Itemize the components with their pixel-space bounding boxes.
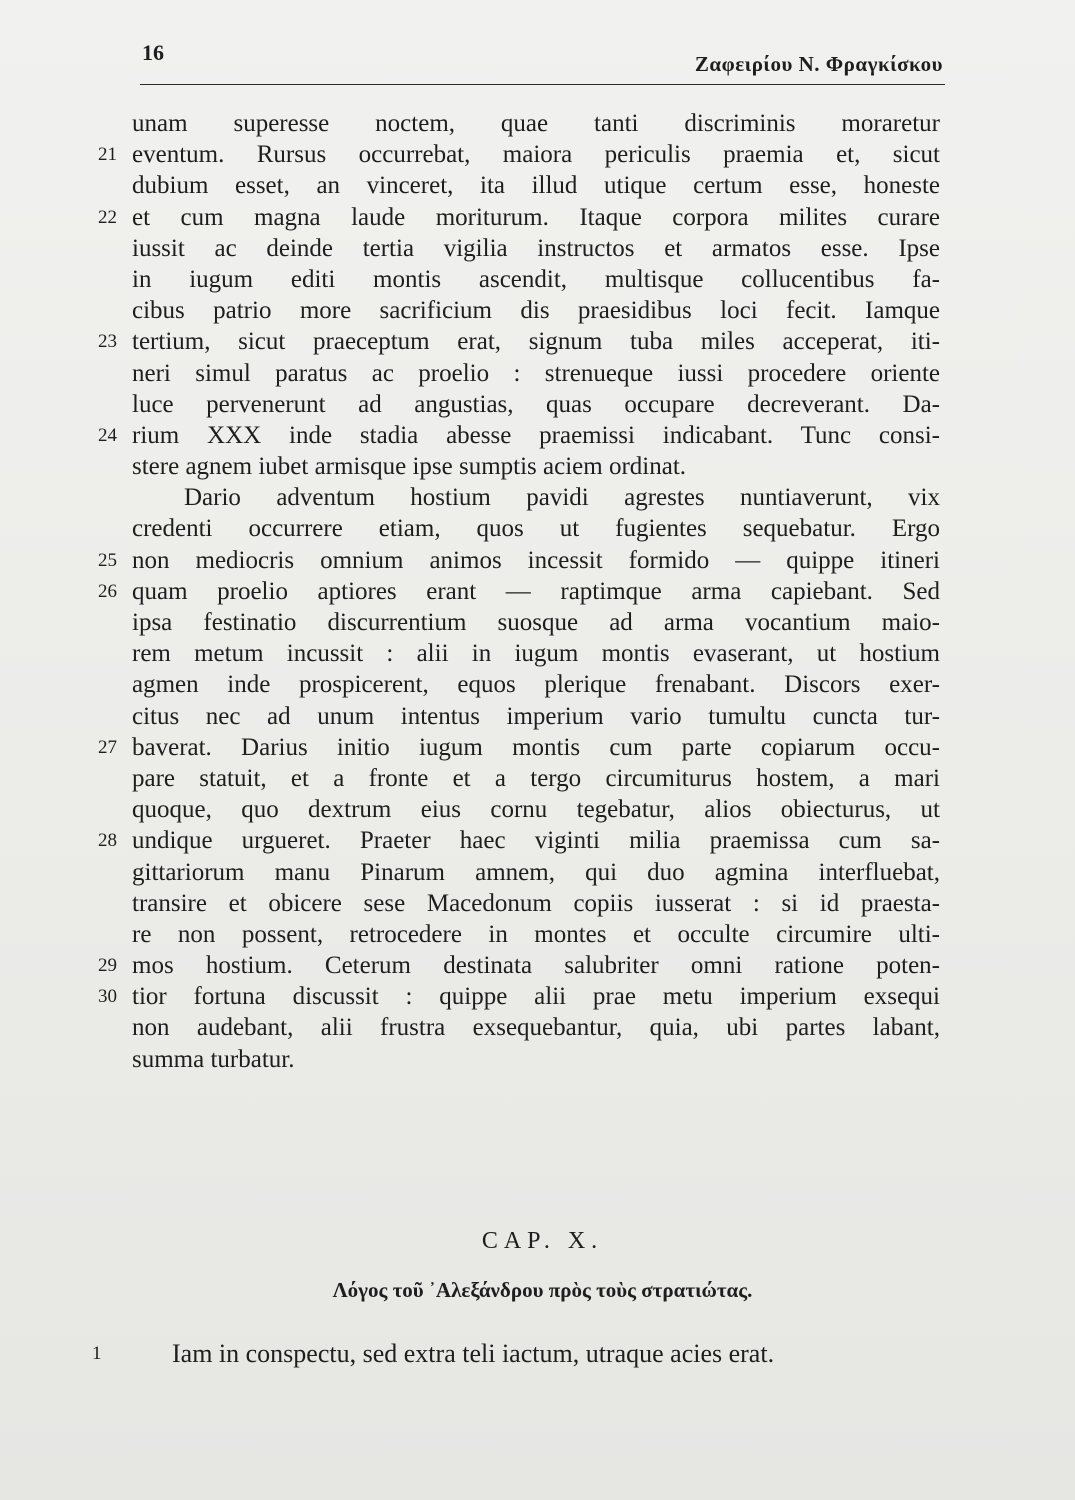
line-text: transire et obicere sese Macedonum copiis iusserat : si id praesta-: [132, 889, 940, 917]
line-text: baverat. Darius initio iugum montis cum parte copiarum occu-: [132, 733, 940, 761]
text-line: [98, 825, 940, 856]
text-line: [98, 326, 940, 357]
chapter-first-line-block: [92, 1338, 940, 1369]
line-number: 25: [98, 549, 117, 571]
line-text: neri simul paratus ac proelio : strenueque iussi procedere oriente: [132, 359, 940, 387]
paragraph-container: [98, 108, 940, 1075]
line-number: 28: [98, 830, 117, 852]
text-line: [120, 669, 940, 700]
text-line: [98, 545, 940, 576]
text-line: [98, 202, 940, 233]
line-text: non audebant, alii frustra exsequebantur, quia, ubi partes labant,: [132, 1014, 940, 1042]
page-number: 16: [142, 40, 164, 65]
line-text: citus nec ad unum intentus imperium vario tumultu cuncta tur-: [132, 702, 940, 730]
main-text: [98, 108, 940, 1075]
line-text: in iugum editi montis ascendit, multisque collucentibus fa-: [132, 265, 940, 293]
text-line: [120, 888, 940, 919]
line-text: Iam in conspectu, sed extra teli iactum, utraque acies erat.: [172, 1339, 775, 1368]
line-text: mos hostium. Ceterum destinata salubriter omni ratione poten-: [132, 952, 940, 980]
text-line: [98, 950, 940, 981]
line-number: 27: [98, 736, 117, 758]
line-text: et cum magna laude moriturum. Itaque corpora milites curare: [132, 203, 940, 231]
line-number: 21: [98, 144, 117, 166]
text-line: [120, 233, 940, 264]
text-line: [120, 919, 940, 950]
text-line: [120, 857, 940, 888]
line-text: rem metum incussit : alii in iugum montis evaserant, ut hostium: [132, 640, 940, 668]
line-text: quam proelio aptiores erant — raptimque arma capiebant. Sed: [132, 577, 940, 605]
line-text: Dario adventum hostium pavidi agrestes nuntiaverunt, vix: [184, 484, 940, 512]
text-line: [120, 701, 940, 732]
line-text: eventum. Rursus occurrebat, maiora periculis praemia et, sicut: [132, 141, 940, 169]
text-line: [120, 451, 940, 482]
text-line: [98, 420, 940, 451]
text-line: [98, 732, 940, 763]
text-line: [120, 513, 940, 544]
line-text: unam superesse noctem, quae tanti discriminis moraretur: [132, 110, 940, 137]
line-text: tior fortuna discussit : quippe alii prae metu imperium exsequi: [132, 983, 940, 1011]
line-text: ipsa festinatio discurrentium suosque ad arma vocantium maio-: [132, 609, 940, 636]
running-head: Ζαφειρίου Ν. Φραγκίσκου: [694, 52, 943, 76]
line-text: dubium esset, an vinceret, ita illud utique certum esse, honeste: [132, 172, 940, 200]
line-text: stere agnem iubet armisque ipse sumptis aciem ordinat.: [132, 453, 687, 481]
text-line: [120, 763, 940, 794]
text-line: [92, 1338, 940, 1369]
line-number: 24: [98, 424, 117, 446]
chapter-title: CAP. X.: [481, 1228, 604, 1254]
line-text: quoque, quo dextrum eius cornu tegebatur, alios obiecturus, ut: [132, 796, 940, 824]
line-text: rium XXX inde stadia abesse praemissi indicabant. Tunc consi-: [132, 421, 940, 449]
text-line: [120, 1044, 940, 1075]
text-line: [98, 981, 940, 1012]
line-text: re non possent, retrocedere in montes et occulte circumire ulti-: [132, 920, 940, 948]
line-number: 29: [98, 955, 117, 977]
line-text: undique urgueret. Praeter haec viginti milia praemissa cum sa-: [132, 827, 940, 855]
text-line: [98, 576, 940, 607]
line-text: gittariorum manu Pinarum amnem, qui duo agmina interfluebat,: [132, 858, 940, 886]
text-line: [120, 108, 940, 139]
line-number: 30: [98, 986, 117, 1008]
line-text: tertium, sicut praeceptum erat, signum tuba miles acceperat, iti-: [132, 328, 940, 356]
text-line: [120, 607, 940, 638]
text-line: [120, 638, 940, 669]
line-text: pare statuit, et a fronte et a tergo circumiturus hostem, a mari: [132, 764, 940, 792]
text-line: [120, 389, 940, 420]
text-line: [120, 170, 940, 201]
line-number: 23: [98, 331, 117, 353]
line-number: 1: [92, 1343, 102, 1364]
text-line: [120, 358, 940, 389]
chapter-subtitle: Λόγος τοῦ ᾿Αλεξάνδρου πρὸς τοὺς στρατιώτας.: [332, 1278, 753, 1302]
text-line: [120, 264, 940, 295]
line-text: non mediocris omnium animos incessit formido — quippe itineri: [132, 546, 940, 574]
line-number: 22: [98, 206, 117, 228]
line-text: agmen inde prospicerent, equos plerique frenabant. Discors exer-: [132, 671, 940, 699]
line-text: cibus patrio more sacrificium dis praesidibus loci fecit. Iamque: [132, 297, 940, 325]
text-line: [120, 1012, 940, 1043]
page-header: [140, 38, 945, 85]
line-text: iussit ac deinde tertia vigilia instructos et armatos esse. Ipse: [132, 234, 940, 262]
line-text: summa turbatur.: [132, 1045, 295, 1073]
line-number: 26: [98, 580, 117, 602]
line-text: luce pervenerunt ad angustias, quas occupare decreverant. Da-: [132, 390, 940, 418]
text-line: [120, 482, 940, 513]
line-text: credenti occurrere etiam, quos ut fugientes sequebatur. Ergo: [132, 515, 940, 543]
text-line: [120, 295, 940, 326]
text-line: [120, 794, 940, 825]
text-line: [98, 139, 940, 170]
